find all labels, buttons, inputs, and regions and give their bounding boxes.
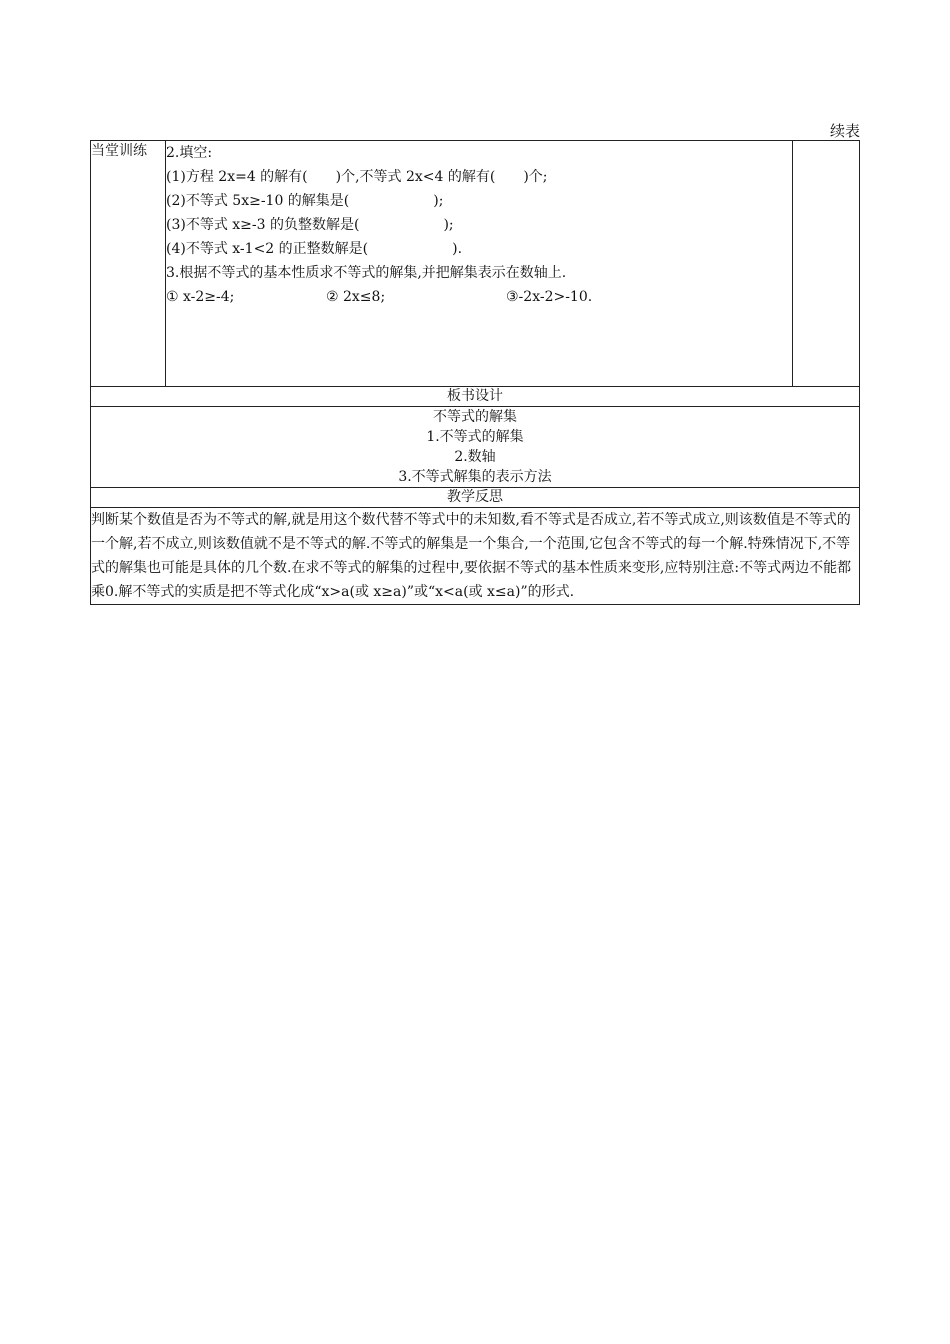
- practice-line: 3.根据不等式的基本性质求不等式的解集,并把解集表示在数轴上.: [166, 265, 567, 281]
- practice-line: (1)方程 2x=4 的解有( )个,不等式 2x<4 的解有( )个;: [166, 169, 548, 185]
- board-design-heading: 板书设计: [91, 387, 860, 407]
- continued-label: 续表: [829, 122, 860, 140]
- option-item: ② 2x≤8;: [326, 289, 386, 305]
- reflection-text: 判断某个数值是否为不等式的解,就是用这个数代替不等式中的未知数,看不等式是否成立,若不等式成立,则该数值是不等式的一个解,若不成立,则该数值就不是不等式的解.不等式的解集是一个集合,一个范围,它包含不等式的每一个解.特殊情况下,不等式的解集也可能是具体的几个数.在求不等式的解集的过程中,要依据不等式的基本性质来变形,应特别注意:不等式两边不能都乘0.解不等式的实质是把不等式化成“x>a(或 x≥a)”或“x<a(或 x≤a)”的形式.: [91, 508, 860, 605]
- option-item: ① x-2≥-4;: [166, 289, 235, 305]
- reflection-row: [91, 508, 860, 605]
- practice-content: [166, 141, 793, 387]
- reflection-heading-row: [91, 488, 860, 508]
- board-heading-row: [91, 387, 860, 407]
- practice-row: [91, 141, 860, 387]
- option-item: ③-2x-2>-10.: [506, 289, 593, 305]
- board-design-content: [91, 407, 860, 488]
- board-content-row: [91, 407, 860, 488]
- practice-options: [166, 285, 792, 309]
- board-line: 2.数轴: [454, 449, 496, 465]
- practice-label: 当堂训练: [91, 141, 166, 387]
- practice-line: 2.填空:: [166, 145, 213, 161]
- board-line: 1.不等式的解集: [426, 429, 524, 445]
- reflection-heading: 教学反思: [91, 488, 860, 508]
- practice-line: (2)不等式 5x≥-10 的解集是( );: [166, 193, 444, 209]
- lesson-table: [90, 140, 860, 605]
- board-line: 3.不等式解集的表示方法: [398, 469, 552, 485]
- notes-cell: [793, 141, 860, 387]
- practice-line: (4)不等式 x-1<2 的正整数解是( ).: [166, 241, 463, 257]
- board-line: 不等式的解集: [433, 409, 517, 425]
- practice-line: (3)不等式 x≥-3 的负整数解是( );: [166, 217, 454, 233]
